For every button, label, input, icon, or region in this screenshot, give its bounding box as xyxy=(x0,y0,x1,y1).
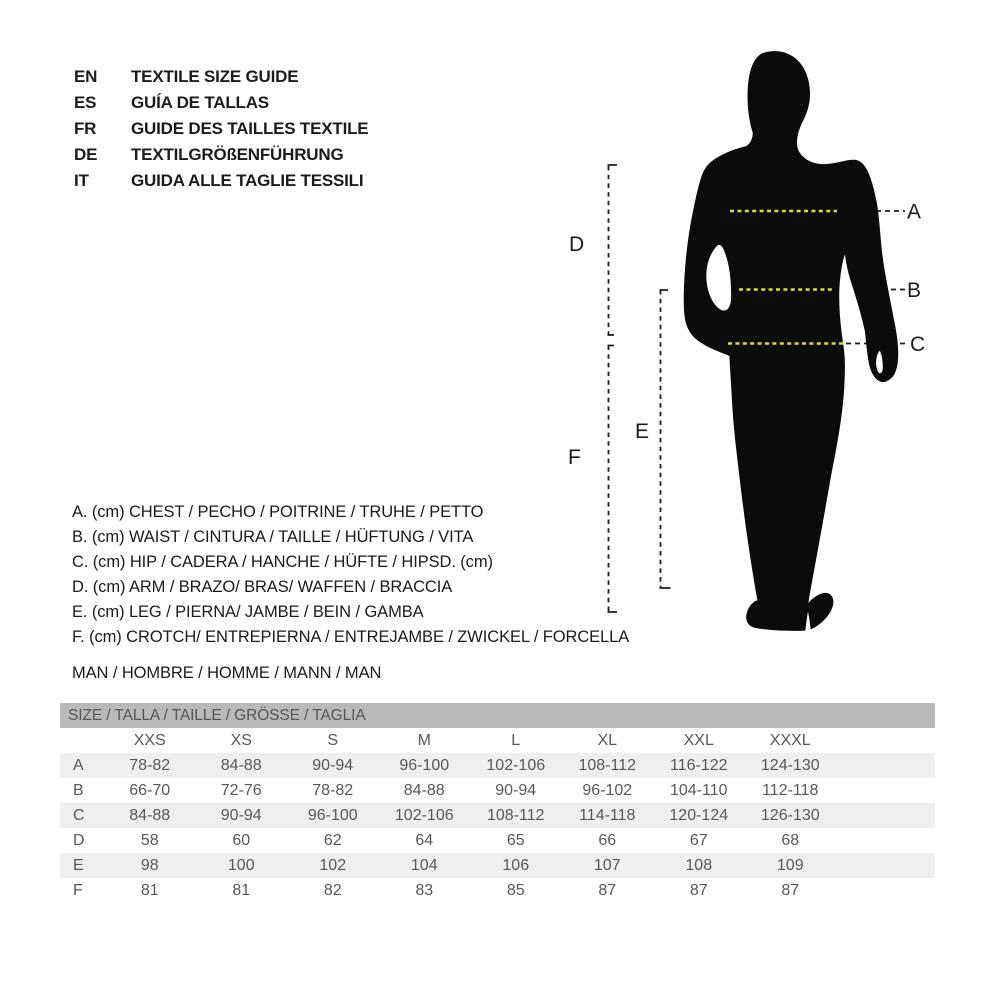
size-value-cell: 66 xyxy=(598,832,617,849)
row-letter: A xyxy=(73,757,84,774)
measure-label-d: D xyxy=(569,233,585,256)
language-row xyxy=(74,116,368,142)
size-value-cell: 107 xyxy=(593,857,621,874)
language-title: GUIDA ALLE TAGLIE TESSILI xyxy=(131,171,364,190)
language-row xyxy=(74,90,368,116)
size-column-header: S xyxy=(327,732,339,749)
table-row xyxy=(60,853,935,878)
size-value-cell: 108-112 xyxy=(578,757,637,774)
filler-cell xyxy=(836,728,935,753)
size-value-cell: 78-82 xyxy=(312,782,354,799)
measurement-legend-item: A. (cm) CHEST / PECHO / POITRINE / TRUHE / PETTO xyxy=(72,503,484,521)
size-value-cell: 68 xyxy=(781,832,800,849)
man-silhouette xyxy=(684,51,898,631)
row-letter: B xyxy=(73,782,84,799)
size-value-cell: 84-88 xyxy=(129,807,171,824)
language-title: TEXTILGRÖßENFÜHRUNG xyxy=(131,145,344,164)
size-value-cell: 87 xyxy=(689,882,708,899)
size-value-cell: 112-118 xyxy=(762,782,819,799)
size-value-cell: 83 xyxy=(415,882,434,899)
size-value-cell: 58 xyxy=(140,832,159,849)
size-value-cell: 108-112 xyxy=(486,807,545,824)
size-value-cell: 96-100 xyxy=(307,807,358,824)
size-value-cell: 90-94 xyxy=(312,757,354,774)
size-table xyxy=(60,703,935,903)
language-row xyxy=(74,64,368,90)
size-value-cell: 78-82 xyxy=(129,757,171,774)
size-column-header: M xyxy=(417,732,431,749)
size-value-cell: 85 xyxy=(506,882,525,899)
row-letter: E xyxy=(73,857,84,874)
table-row xyxy=(60,778,935,803)
table-row xyxy=(60,753,935,778)
size-header-row xyxy=(60,728,935,753)
size-column-header: XL xyxy=(597,732,618,749)
language-code: IT xyxy=(74,171,89,190)
gender-line: MAN / HOMBRE / HOMME / MANN / MAN xyxy=(72,664,382,682)
size-value-cell: 65 xyxy=(506,832,525,849)
row-letter: F xyxy=(73,882,83,899)
measurement-legend-item: E. (cm) LEG / PIERNA/ JAMBE / BEIN / GAMBA xyxy=(72,603,424,621)
letter-column-header xyxy=(60,728,104,753)
size-value-cell: 102-106 xyxy=(486,757,546,774)
size-value-cell: 82 xyxy=(323,882,342,899)
measurement-legend xyxy=(72,500,629,650)
measurement-legend-item: B. (cm) WAIST / CINTURA / TAILLE / HÜFTUNG / VITA xyxy=(72,528,474,546)
filler-cell xyxy=(836,878,935,903)
table-row xyxy=(60,828,935,853)
size-value-cell: 84-88 xyxy=(220,757,262,774)
measure-label-c: C xyxy=(910,333,926,356)
language-code: EN xyxy=(74,67,98,86)
size-value-cell: 114-118 xyxy=(579,807,636,824)
size-column-header: L xyxy=(511,732,521,749)
size-value-cell: 106 xyxy=(502,857,530,874)
language-row xyxy=(74,168,368,194)
language-list xyxy=(74,64,368,194)
size-value-cell: 116-122 xyxy=(669,757,728,774)
size-value-cell: 90-94 xyxy=(220,807,262,824)
language-code: FR xyxy=(74,119,97,138)
filler-cell xyxy=(836,853,935,878)
size-value-cell: 98 xyxy=(140,857,159,874)
table-title: SIZE / TALLA / TAILLE / GRÖSSE / TAGLIA xyxy=(60,703,935,728)
language-title: GUIDE DES TAILLES TEXTILE xyxy=(131,119,369,138)
size-value-cell: 126-130 xyxy=(760,807,820,824)
size-column-header: XXS xyxy=(133,732,166,749)
size-value-cell: 104-110 xyxy=(669,782,728,799)
row-letter: D xyxy=(73,832,85,849)
size-value-cell: 100 xyxy=(227,857,255,874)
size-value-cell: 62 xyxy=(323,832,342,849)
language-title: GUÍA DE TALLAS xyxy=(131,93,269,112)
measure-label-a: A xyxy=(907,200,922,224)
size-value-cell: 60 xyxy=(232,832,251,849)
size-value-cell: 96-100 xyxy=(399,757,450,774)
filler-cell xyxy=(836,753,935,778)
size-value-cell: 102 xyxy=(319,857,347,874)
size-value-cell: 66-70 xyxy=(129,782,171,799)
size-value-cell: 84-88 xyxy=(403,782,445,799)
size-value-cell: 87 xyxy=(598,882,617,899)
measurement-legend-item: C. (cm) HIP / CADERA / HANCHE / HÜFTE / HIPSD. (cm) xyxy=(72,553,493,571)
measurement-legend-item: F. (cm) CROTCH/ ENTREPIERNA / ENTREJAMBE / ZWICKEL / FORCELLA xyxy=(72,628,630,646)
language-code: ES xyxy=(74,93,97,112)
size-column-header: XS xyxy=(230,732,252,749)
size-value-cell: 108 xyxy=(685,857,713,874)
language-code: DE xyxy=(74,145,98,164)
filler-cell xyxy=(836,778,935,803)
measure-label-e: E xyxy=(635,420,650,443)
size-value-cell: 102-106 xyxy=(394,807,454,824)
size-value-cell: 109 xyxy=(776,857,804,874)
size-value-cell: 124-130 xyxy=(760,757,820,774)
size-value-cell: 87 xyxy=(781,882,800,899)
size-value-cell: 72-76 xyxy=(220,782,262,799)
size-value-cell: 64 xyxy=(415,832,434,849)
row-letter: C xyxy=(73,807,85,824)
measurement-legend-item: D. (cm) ARM / BRAZO/ BRAS/ WAFFEN / BRACCIA xyxy=(72,578,453,596)
size-value-cell: 104 xyxy=(410,857,438,874)
size-column-header: XXL xyxy=(683,732,714,749)
table-row xyxy=(60,878,935,903)
language-title: TEXTILE SIZE GUIDE xyxy=(131,67,299,86)
size-value-cell: 67 xyxy=(689,832,708,849)
size-table-grid xyxy=(60,728,935,903)
measure-label-f: F xyxy=(568,446,581,469)
table-row xyxy=(60,803,935,828)
language-row xyxy=(74,142,368,168)
measure-label-b: B xyxy=(907,279,922,302)
size-value-cell: 81 xyxy=(140,882,159,899)
size-value-cell: 120-124 xyxy=(669,807,729,824)
size-value-cell: 90-94 xyxy=(495,782,537,799)
size-column-header: XXXL xyxy=(769,732,811,749)
filler-cell xyxy=(836,803,935,828)
filler-cell xyxy=(836,828,935,853)
size-value-cell: 96-102 xyxy=(582,782,633,799)
size-value-cell: 81 xyxy=(232,882,251,899)
